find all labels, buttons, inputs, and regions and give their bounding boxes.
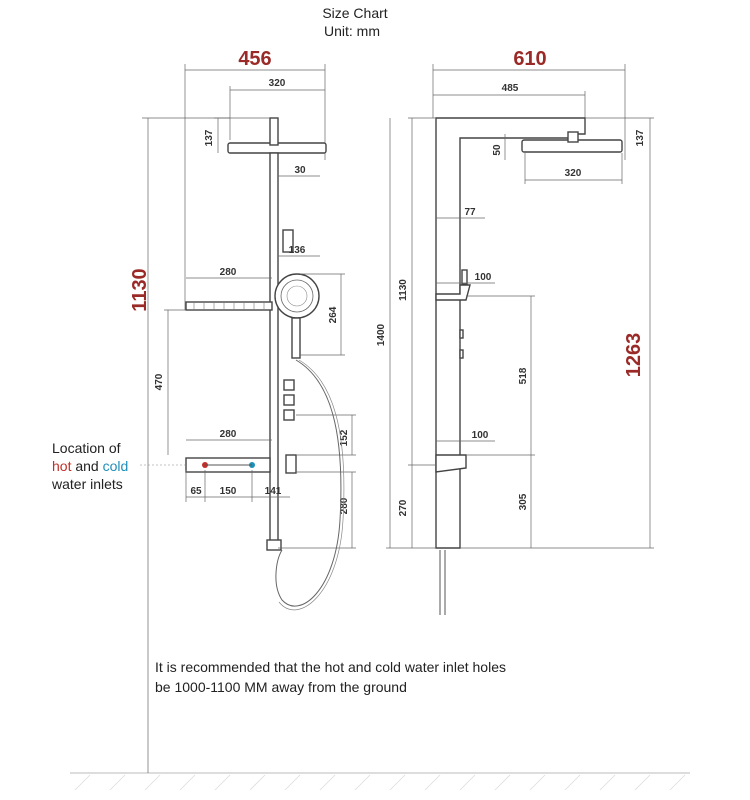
side-column [436,118,585,548]
inlet-label-cold: cold [102,458,129,474]
left-valve-height-label: 152 [339,429,350,447]
left-inlet-left-label: 65 [190,486,202,497]
left-lower-shelf-width-label: 280 [219,429,237,440]
right-side-view [376,48,654,615]
left-bottom-height-label: 280 [339,497,350,515]
left-pipe-offset-label: 30 [294,165,306,176]
ground-line [70,773,690,790]
right-upper-shelf-depth-label: 100 [474,272,492,283]
inlet-label-line2 [52,458,128,474]
inlet-label-line1: Location of [52,440,121,456]
right-top-shower-height-label: 137 [635,129,646,147]
shower-arm-joint [270,118,278,145]
control-valves [284,380,296,473]
inlet-callout [51,440,128,492]
right-lower-shelf-depth-label: 100 [471,430,489,441]
recommendation-line2: be 1000-1100 MM away from the ground [155,679,407,695]
right-overall-width-label: 610 [513,48,547,70]
left-handheld-height-label: 264 [328,306,339,324]
right-bottom-right-label: 305 [518,493,529,511]
right-overall-height-label: 1263 [623,332,645,378]
left-inlet-spacing-label: 150 [219,486,237,497]
right-height-1130-label: 1130 [398,279,409,301]
right-column-depth-label: 77 [464,207,476,218]
left-overall-width-label: 456 [238,48,272,70]
inlet-label-line3: water inlets [52,476,123,492]
left-upper-shelf-width-label: 280 [219,267,237,278]
right-shelf-spacing-label: 518 [518,367,529,385]
left-top-shower-height-label: 137 [204,129,215,147]
right-height-1400-label: 1400 [376,323,387,347]
right-arm-width-label: 485 [501,83,519,94]
right-top-shower-width-label: 320 [564,168,582,179]
left-handheld-width-label: 136 [288,245,306,256]
chart-unit: Unit: mm [324,23,380,39]
left-shelf-spacing-label: 470 [154,373,165,391]
right-arm-drop-label: 50 [492,144,503,156]
right-bottom-left-label: 270 [398,499,409,517]
chart-title: Size Chart [322,5,388,21]
inlet-label-and: and [71,458,103,474]
riser-base [267,540,281,550]
handheld-shower-head [275,274,319,358]
side-lower-mixer [436,455,466,472]
left-top-shower-width-label: 320 [268,78,286,89]
inlet-label-hot: hot [52,458,72,474]
upper-shelf [186,302,272,310]
recommendation-line1: It is recommended that the hot and cold water inlet holes [155,659,506,675]
left-inlet-right-label: 141 [264,486,282,497]
left-overall-height-label: 1130 [129,268,151,312]
